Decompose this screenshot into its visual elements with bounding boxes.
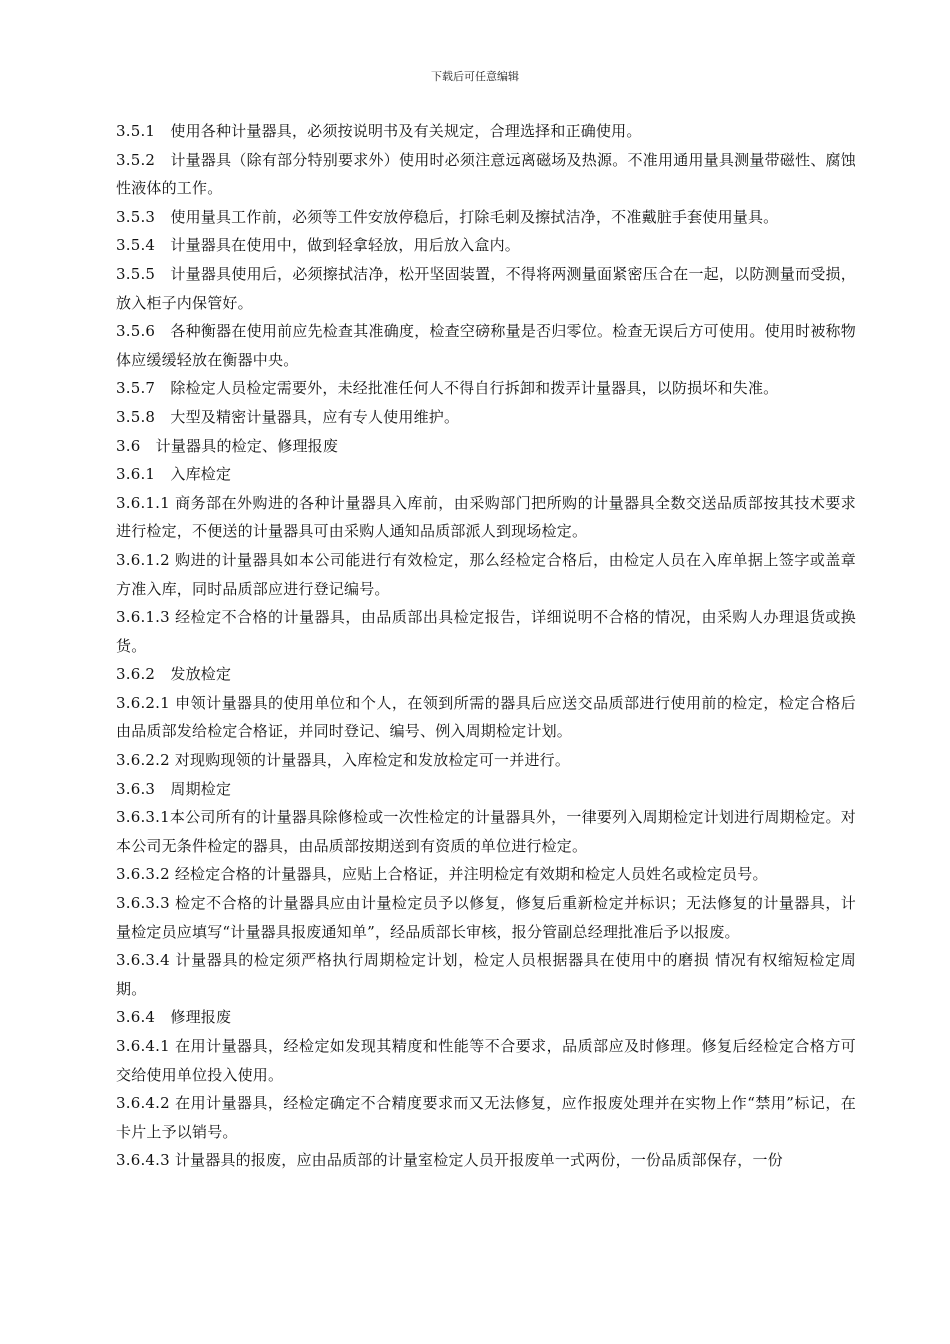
paragraph: 3.6.1.2 购进的计量器具如本公司能进行有效检定，那么经检定合格后，由检定人员在入库单据上签字或盖章方准入库，同时品质部应进行登记编号。: [116, 550, 856, 598]
paragraph: 3.5.1 使用各种计量器具，必须按说明书及有关规定，合理选择和正确使用。: [116, 122, 642, 140]
subsection-heading: 3.6.1 入库检定: [116, 465, 232, 484]
paragraph: 3.6.3.4 计量器具的检定须严格执行周期检定计划，检定人员根据器具在使用中的磨损 情况有权缩短检定周期。: [116, 951, 856, 998]
paragraph: 3.5.7 除检定人员检定需要外，未经批准任何人不得自行拆卸和拨弄计量器具，以防损坏和失准。: [116, 379, 779, 398]
paragraph: 3.6.2.1 申领计量器具的使用单位和个人，在领到所需的器具后应送交品质部进行使用前的检定，检定合格后由品质部发给检定合格证，并同时登记、编号、例入周期检定计划。: [116, 693, 856, 741]
paragraph: 3.6.1.1 商务部在外购进的各种计量器具入库前，由采购部门把所购的计量器具全数交送品质部按其技术要求进行检定，不便送的计量器具可由采购人通知品质部派人到现场检定。: [116, 493, 856, 541]
paragraph: 3.6.4.3 计量器具的报废，应由品质部的计量室检定人员开报废单一式两份，一份品质部保存，一份: [116, 1151, 783, 1170]
paragraph: 3.5.3 使用量具工作前，必须等工件安放停稳后，打除毛刺及擦拭洁净，不准戴脏手套使用量具。: [116, 207, 779, 226]
paragraph: 3.6.4.2 在用计量器具，经检定确定不合精度要求而又无法修复，应作报废处理并在实物上作“禁用”标记，在卡片上予以销号。: [116, 1094, 856, 1141]
document-body: [116, 117, 856, 1175]
subsection-heading: 3.6.4 修理报废: [116, 1008, 232, 1027]
paragraph: 3.5.5 计量器具使用后，必须擦拭洁净，松开坚固装置，不得将两测量面紧密压合在一起，以防测量而受损，放入柜子内保管好。: [116, 264, 856, 312]
paragraph: 3.6.3.1本公司所有的计量器具除修检或一次性检定的计量器具外，一律要列入周期检定计划进行周期检定。对本公司无条件检定的器具，由品质部按期送到有资质的单位进行检定。: [116, 808, 856, 855]
paragraph: 3.6.4.1 在用计量器具，经检定如发现其精度和性能等不合要求，品质部应及时修理。修复后经检定合格方可交给使用单位投入使用。: [116, 1037, 856, 1084]
paragraph: 3.6.2.2 对现购现领的计量器具，入库检定和发放检定可一并进行。: [116, 751, 571, 770]
subsection-heading: 3.6.2 发放检定: [116, 665, 232, 684]
section-heading: 3.6 计量器具的检定、修理报废: [116, 436, 339, 455]
page-header: 下载后可任意编辑: [431, 70, 519, 83]
paragraph: 3.5.2 计量器具（除有部分特别要求外）使用时必须注意远离磁场及热源。不准用通用量具测量带磁性、腐蚀性液体的工作。: [116, 150, 856, 198]
paragraph: 3.5.8 大型及精密计量器具，应有专人使用维护。: [116, 407, 460, 426]
paragraph: 3.6.3.2 经检定合格的计量器具，应贴上合格证，并注明检定有效期和检定人员姓名或检定员号。: [116, 865, 768, 884]
paragraph: 3.5.4 计量器具在使用中，做到轻拿轻放，用后放入盒内。: [116, 236, 520, 255]
paragraph: 3.6.3.3 检定不合格的计量器具应由计量检定员予以修复，修复后重新检定并标识；无法修复的计量器具，计量检定员应填写“计量器具报废通知单”，经品质部长审核，报分管副总经理批准后予以报废。: [116, 894, 856, 941]
subsection-heading: 3.6.3 周期检定: [116, 779, 232, 798]
paragraph: 3.5.6 各种衡器在使用前应先检查其准确度，检查空磅称量是否归零位。检查无误后方可使用。使用时被称物体应缓缓轻放在衡器中央。: [116, 322, 856, 369]
paragraph: 3.6.1.3 经检定不合格的计量器具，由品质部出具检定报告，详细说明不合格的情况，由采购人办理退货或换货。: [116, 608, 856, 655]
